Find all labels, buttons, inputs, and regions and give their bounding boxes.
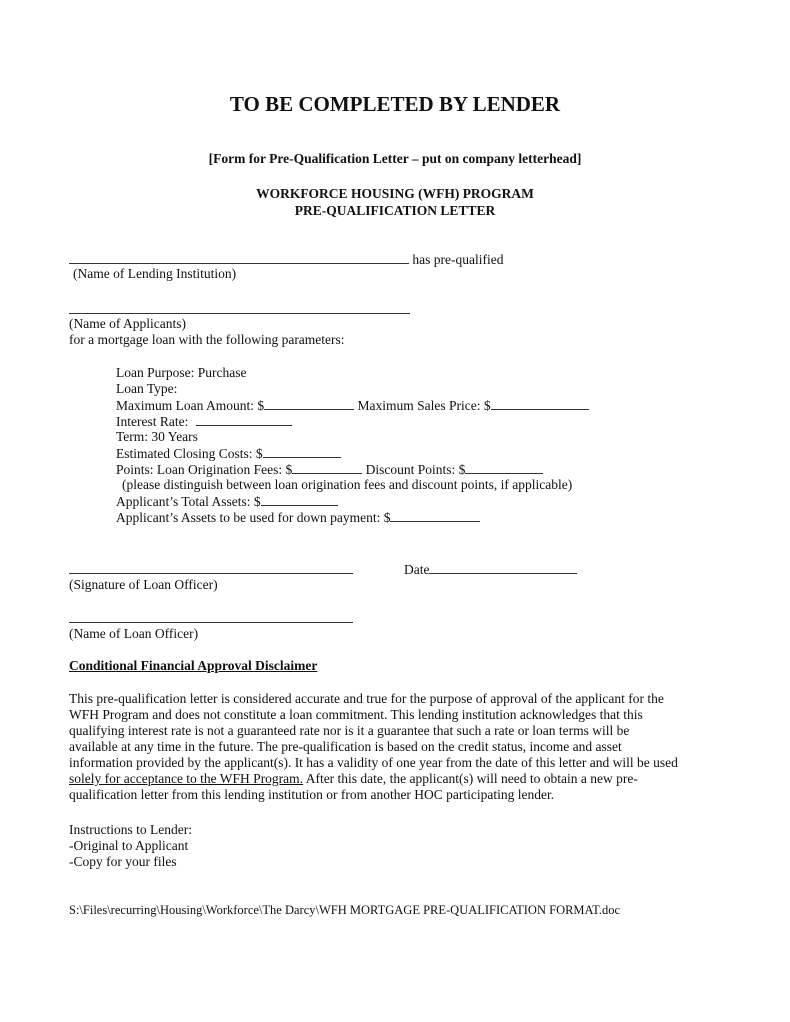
discount-points-label: Discount Points: $	[365, 462, 466, 477]
loan-amount-row	[116, 397, 589, 414]
disclaimer-line-rest: After this date, the applicant(s) will need to obtain a new pre-	[303, 771, 638, 786]
disclaimer-line: information provided by the applicant(s). It has a validity of one year from the date of this letter and will be used	[69, 755, 678, 770]
closing-costs-label: Estimated Closing Costs: $	[116, 446, 263, 461]
lender-caption: (Name of Lending Institution)	[73, 266, 237, 281]
page-title: TO BE COMPLETED BY LENDER	[229, 92, 561, 116]
max-sales-price-field[interactable]	[491, 397, 589, 410]
program-name: WORKFORCE HOUSING (WFH) PROGRAM	[256, 186, 534, 201]
loan-officer-name-field[interactable]	[69, 610, 353, 623]
points-row	[116, 461, 543, 478]
disclaimer-line: qualifying interest rate is not a guaranteed rate nor is it a guarantee that such a rate or loan terms will be	[69, 723, 630, 738]
signature-field[interactable]	[69, 561, 353, 574]
letter-title: PRE-QUALIFICATION LETTER	[294, 203, 496, 218]
loan-officer-caption: (Name of Loan Officer)	[69, 626, 199, 641]
down-payment-field[interactable]	[390, 509, 480, 522]
total-assets-label: Applicant’s Total Assets: $	[116, 494, 261, 509]
origination-fees-label: Points: Loan Origination Fees: $	[116, 462, 293, 477]
disclaimer-line-end: letter from this lending institution or from another HOC participating lender.	[137, 787, 555, 802]
origination-fees-field[interactable]	[292, 461, 362, 474]
instruction-item: -Copy for your files	[69, 854, 177, 869]
file-path: S:\Files\recurring\Housing\Workforce\The Darcy\WFH MORTGAGE PRE-QUALIFICATION FORMAT.doc	[69, 903, 621, 917]
date-field[interactable]	[429, 561, 577, 574]
instructions-heading: Instructions to Lender:	[69, 822, 192, 837]
max-loan-amount-label: Maximum Loan Amount: $	[116, 398, 265, 413]
loan-type: Loan Type:	[116, 381, 178, 396]
down-payment-row	[116, 509, 480, 526]
down-payment-label: Applicant’s Assets to be used for down payment: $	[116, 510, 391, 525]
total-assets-field[interactable]	[261, 493, 338, 506]
max-loan-amount-field[interactable]	[264, 397, 354, 410]
applicants-name-field[interactable]	[69, 301, 410, 314]
disclaimer-line	[69, 771, 709, 787]
wfh-acceptance-underlined: solely for acceptance to the WFH Program.	[69, 771, 304, 786]
mortgage-line: for a mortgage loan with the following parameters:	[69, 332, 345, 347]
disclaimer-heading: Conditional Financial Approval Disclaimer	[69, 658, 318, 673]
disclaimer-body	[69, 691, 709, 803]
discount-points-field[interactable]	[465, 461, 543, 474]
lender-name-field[interactable]	[69, 251, 409, 264]
interest-rate-label: Interest Rate:	[116, 414, 189, 429]
has-prequalified-text: has pre-qualified	[412, 252, 504, 267]
disclaimer-line-start: qualification	[69, 787, 138, 802]
interest-rate-row	[116, 413, 292, 430]
disclaimer-line	[69, 787, 709, 803]
disclaimer-line: WFH Program and does not constitute a loan commitment. This lending institution acknowledges that this	[69, 707, 643, 722]
max-sales-price-label: Maximum Sales Price: $	[357, 398, 491, 413]
closing-costs-row	[116, 445, 341, 462]
total-assets-row	[116, 493, 338, 510]
date-label: Date	[404, 562, 430, 577]
disclaimer-line: available at any time in the future. The pre-qualification is based on the credit status, income and asset	[69, 739, 622, 754]
distinguish-note: (please distinguish between loan origination fees and discount points, if applicable)	[122, 477, 573, 492]
disclaimer-line: This pre-qualification letter is considered accurate and true for the purpose of approval of the applicant for the	[69, 691, 664, 706]
term: Term: 30 Years	[116, 429, 198, 444]
applicants-caption: (Name of Applicants)	[69, 316, 186, 331]
instruction-item: -Original to Applicant	[69, 838, 189, 853]
loan-purpose: Loan Purpose: Purchase	[116, 365, 247, 380]
signature-caption: (Signature of Loan Officer)	[69, 577, 218, 592]
form-subtitle: [Form for Pre-Qualification Letter – put on company letterhead]	[208, 151, 582, 166]
date-row	[404, 561, 577, 578]
interest-rate-field[interactable]	[196, 413, 292, 426]
closing-costs-field[interactable]	[263, 445, 341, 458]
